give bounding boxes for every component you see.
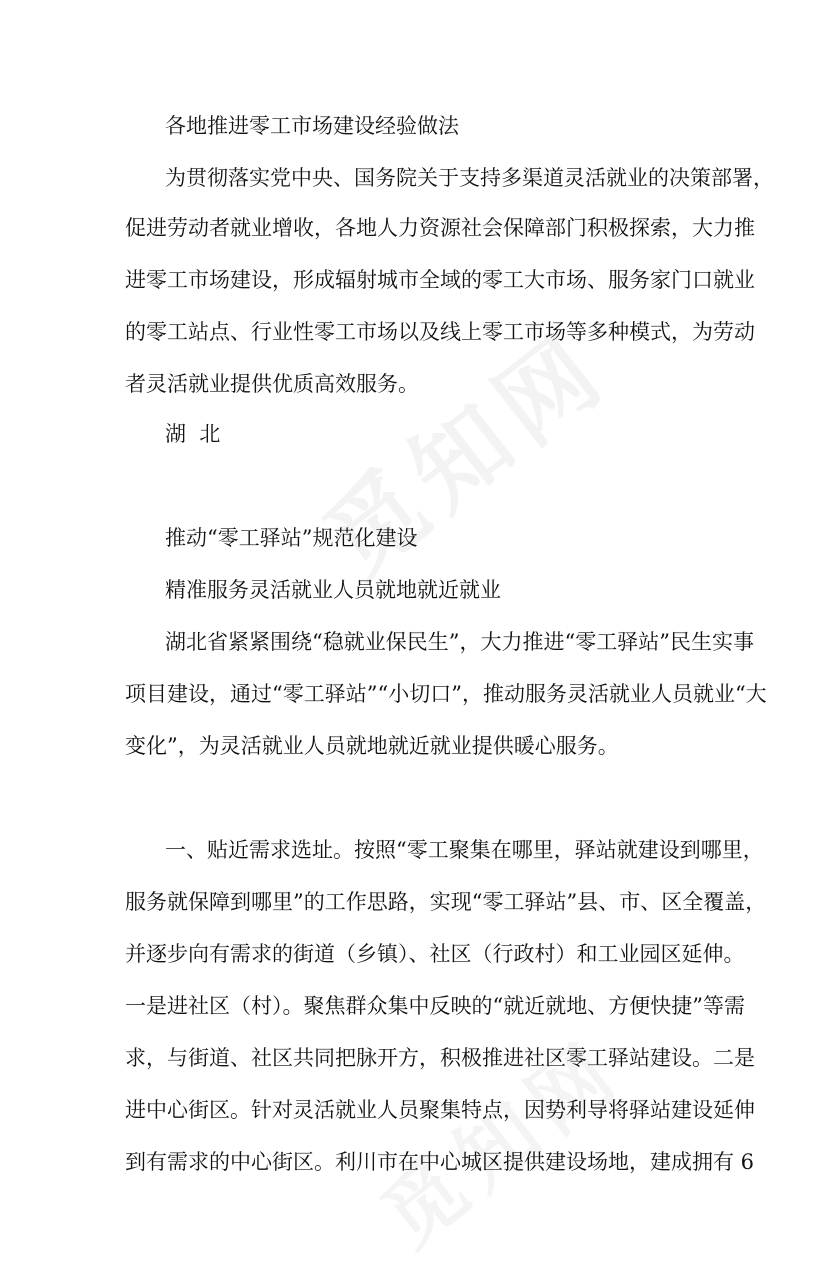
subtitle: 精准服务灵活就业人员就地就近就业: [165, 578, 501, 602]
paragraph-line: 一、贴近需求选址。按照“零工聚集在哪里，驿站就建设到哪里，: [165, 838, 764, 862]
paragraph-line: 求，与街道、社区共同把脉开方，积极推进社区零工驿站建设。二是: [125, 1046, 755, 1070]
intro-line: 的零工站点、行业性零工市场以及线上零工市场等多种模式，为劳动: [125, 320, 755, 344]
paragraph-line: 变化”，为灵活就业人员就地就近就业提供暖心服务。: [125, 734, 619, 758]
paragraph-line: 并逐步向有需求的街道（乡镇）、社区（行政村）和工业园区延伸。: [125, 942, 745, 966]
document-title: 各地推进零工市场建设经验做法: [165, 114, 459, 138]
paragraph-line: 进中心街区。针对灵活就业人员聚集特点，因势利导将驿站建设延伸: [125, 1098, 755, 1122]
paragraph-line: 服务就保障到哪里”的工作思路，实现“零工驿站”县、市、区全覆盖，: [125, 890, 767, 914]
paragraph-line: 项目建设，通过“零工驿站”“小切口”，推动服务灵活就业人员就业“大: [125, 682, 767, 706]
intro-line: 者灵活就业提供优质高效服务。: [125, 372, 419, 396]
subtitle: 推动“零工驿站”规范化建设: [165, 526, 418, 550]
paragraph-line: 湖北省紧紧围绕“稳就业保民生”，大力推进“零工驿站”民生实事: [165, 630, 754, 654]
paragraph-line: 一是进社区（村）。聚焦群众集中反映的“就近就地、方便快捷”等需: [125, 994, 745, 1018]
intro-line: 促进劳动者就业增收，各地人力资源社会保障部门积极探索，大力推: [125, 216, 755, 240]
intro-line: 为贯彻落实党中央、国务院关于支持多渠道灵活就业的决策部署，: [165, 166, 774, 190]
paragraph-line: 到有需求的中心街区。利川市在中心城区提供建设场地，建成拥有 6: [125, 1150, 755, 1174]
intro-line: 进零工市场建设，形成辐射城市全域的零工大市场、服务家门口就业: [125, 268, 755, 292]
province-heading: 湖 北: [165, 422, 221, 446]
